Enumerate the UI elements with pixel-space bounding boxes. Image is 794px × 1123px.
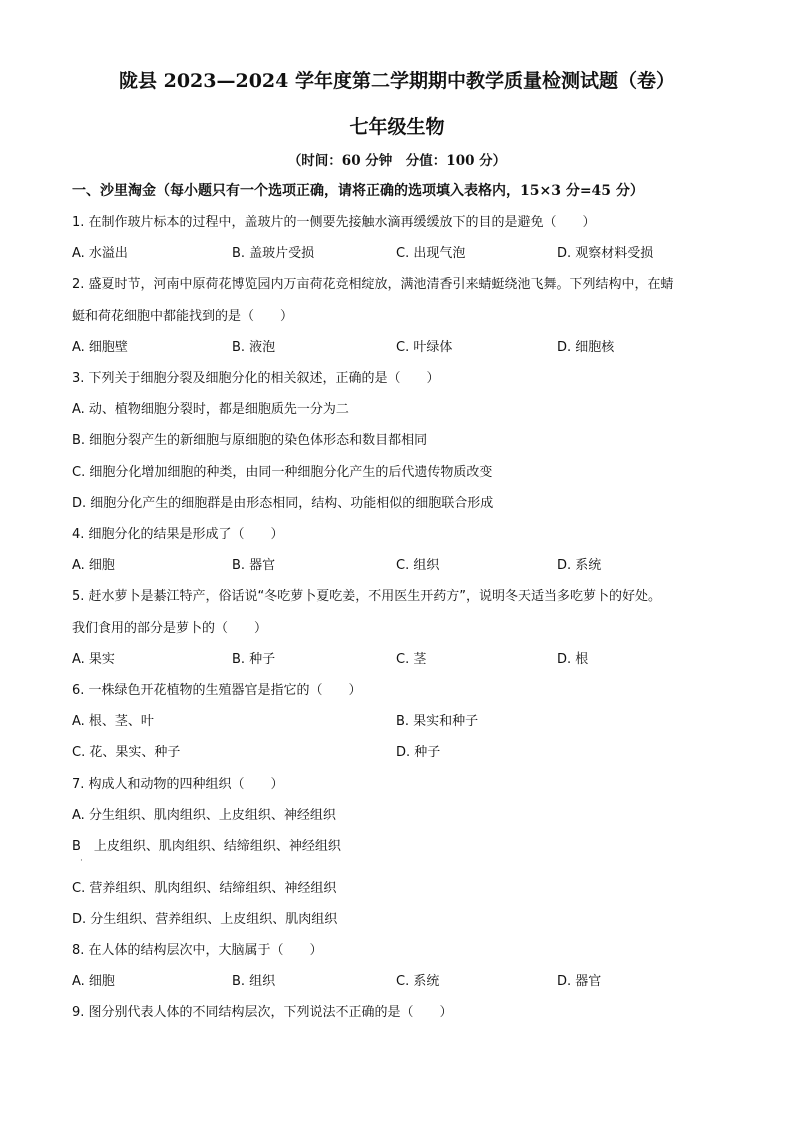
question-7-stem: 7. 构成人和动物的四种组织（ ） bbox=[72, 777, 284, 792]
question-8-stem: 8. 在人体的结构层次中，大脑属于（ ） bbox=[72, 943, 323, 958]
question-2-stem-line2: 蜓和荷花细胞中都能找到的是（ ） bbox=[72, 309, 294, 324]
question-6-option-d: D. 种子 bbox=[396, 745, 441, 760]
question-6-option-a: A. 根、茎、叶 bbox=[72, 714, 154, 729]
question-8-option-a: A. 细胞 bbox=[72, 974, 115, 989]
question-9-stem: 9. 图分别代表人体的不同结构层次，下列说法不正确的是（ ） bbox=[72, 1005, 453, 1020]
question-4-option-a: A. 细胞 bbox=[72, 558, 115, 573]
question-1-option-b: B. 盖玻片受损 bbox=[232, 246, 315, 261]
question-2-option-a: A. 细胞壁 bbox=[72, 340, 128, 355]
question-8-option-c: C. 系统 bbox=[396, 974, 440, 989]
exam-title: 陇县 2023—2024 学年度第二学期期中教学质量检测试题（卷） bbox=[119, 70, 675, 92]
stray-dot-mark: · bbox=[80, 856, 83, 866]
question-6-option-b: B. 果实和种子 bbox=[396, 714, 479, 729]
question-3-option-d: D. 细胞分化产生的细胞群是由形态相同，结构、功能相似的细胞联合形成 bbox=[72, 496, 494, 511]
question-1-option-d: D. 观察材料受损 bbox=[557, 246, 654, 261]
question-5-option-b: B. 种子 bbox=[232, 652, 276, 667]
question-3-option-a: A. 动、植物细胞分裂时，都是细胞质先一分为二 bbox=[72, 402, 349, 417]
question-3-stem: 3. 下列关于细胞分裂及细胞分化的相关叙述，正确的是（ ） bbox=[72, 371, 440, 386]
question-4-option-d: D. 系统 bbox=[557, 558, 602, 573]
question-7-option-c: C. 营养组织、肌肉组织、结缔组织、神经组织 bbox=[72, 881, 337, 896]
question-2-stem-line1: 2. 盛夏时节，河南中原荷花博览园内万亩荷花竞相绽放，满池清香引来蜻蜓绕池飞舞。下列结构中，在蜻 bbox=[72, 277, 674, 292]
question-7-option-a: A. 分生组织、肌肉组织、上皮组织、神经组织 bbox=[72, 808, 336, 823]
question-1-option-a: A. 水溢出 bbox=[72, 246, 128, 261]
question-2-option-c: C. 叶绿体 bbox=[396, 340, 453, 355]
question-8-option-b: B. 组织 bbox=[232, 974, 276, 989]
question-4-option-c: C. 组织 bbox=[396, 558, 440, 573]
question-5-stem-line1: 5. 赶水萝卜是綦江特产，俗话说“冬吃萝卜夏吃姜，不用医生开药方”，说明冬天适当多吃萝卜的好处。 bbox=[72, 589, 662, 604]
question-7-option-b: B 上皮组织、肌肉组织、结缔组织、神经组织 bbox=[72, 839, 341, 854]
question-6-stem: 6. 一株绿色开花植物的生殖器官是指它的（ ） bbox=[72, 683, 362, 698]
question-6-option-c: C. 花、果实、种子 bbox=[72, 745, 181, 760]
exam-meta: （时间：60 分钟 分值：100 分） bbox=[287, 153, 507, 169]
question-2-option-d: D. 细胞核 bbox=[557, 340, 615, 355]
question-2-option-b: B. 液泡 bbox=[232, 340, 276, 355]
question-3-option-b: B. 细胞分裂产生的新细胞与原细胞的染色体形态和数目都相同 bbox=[72, 433, 428, 448]
question-5-stem-line2: 我们食用的部分是萝卜的（ ） bbox=[72, 621, 268, 636]
question-4-stem: 4. 细胞分化的结果是形成了（ ） bbox=[72, 527, 284, 542]
question-5-option-c: C. 茎 bbox=[396, 652, 427, 667]
question-4-option-b: B. 器官 bbox=[232, 558, 276, 573]
question-5-option-d: D. 根 bbox=[557, 652, 589, 667]
question-8-option-d: D. 器官 bbox=[557, 974, 602, 989]
section-heading: 一、沙里淘金（每小题只有一个选项正确，请将正确的选项填入表格内，15×3 分=45 分） bbox=[72, 183, 644, 199]
question-3-option-c: C. 细胞分化增加细胞的种类，由同一种细胞分化产生的后代遗传物质改变 bbox=[72, 465, 493, 480]
question-5-option-a: A. 果实 bbox=[72, 652, 115, 667]
subject-title: 七年级生物 bbox=[349, 116, 445, 138]
question-1-option-c: C. 出现气泡 bbox=[396, 246, 466, 261]
question-1-stem: 1. 在制作玻片标本的过程中，盖玻片的一侧要先接触水滴再缓缓放下的目的是避免（ ） bbox=[72, 215, 596, 230]
question-7-option-d: D. 分生组织、营养组织、上皮组织、肌肉组织 bbox=[72, 912, 338, 927]
